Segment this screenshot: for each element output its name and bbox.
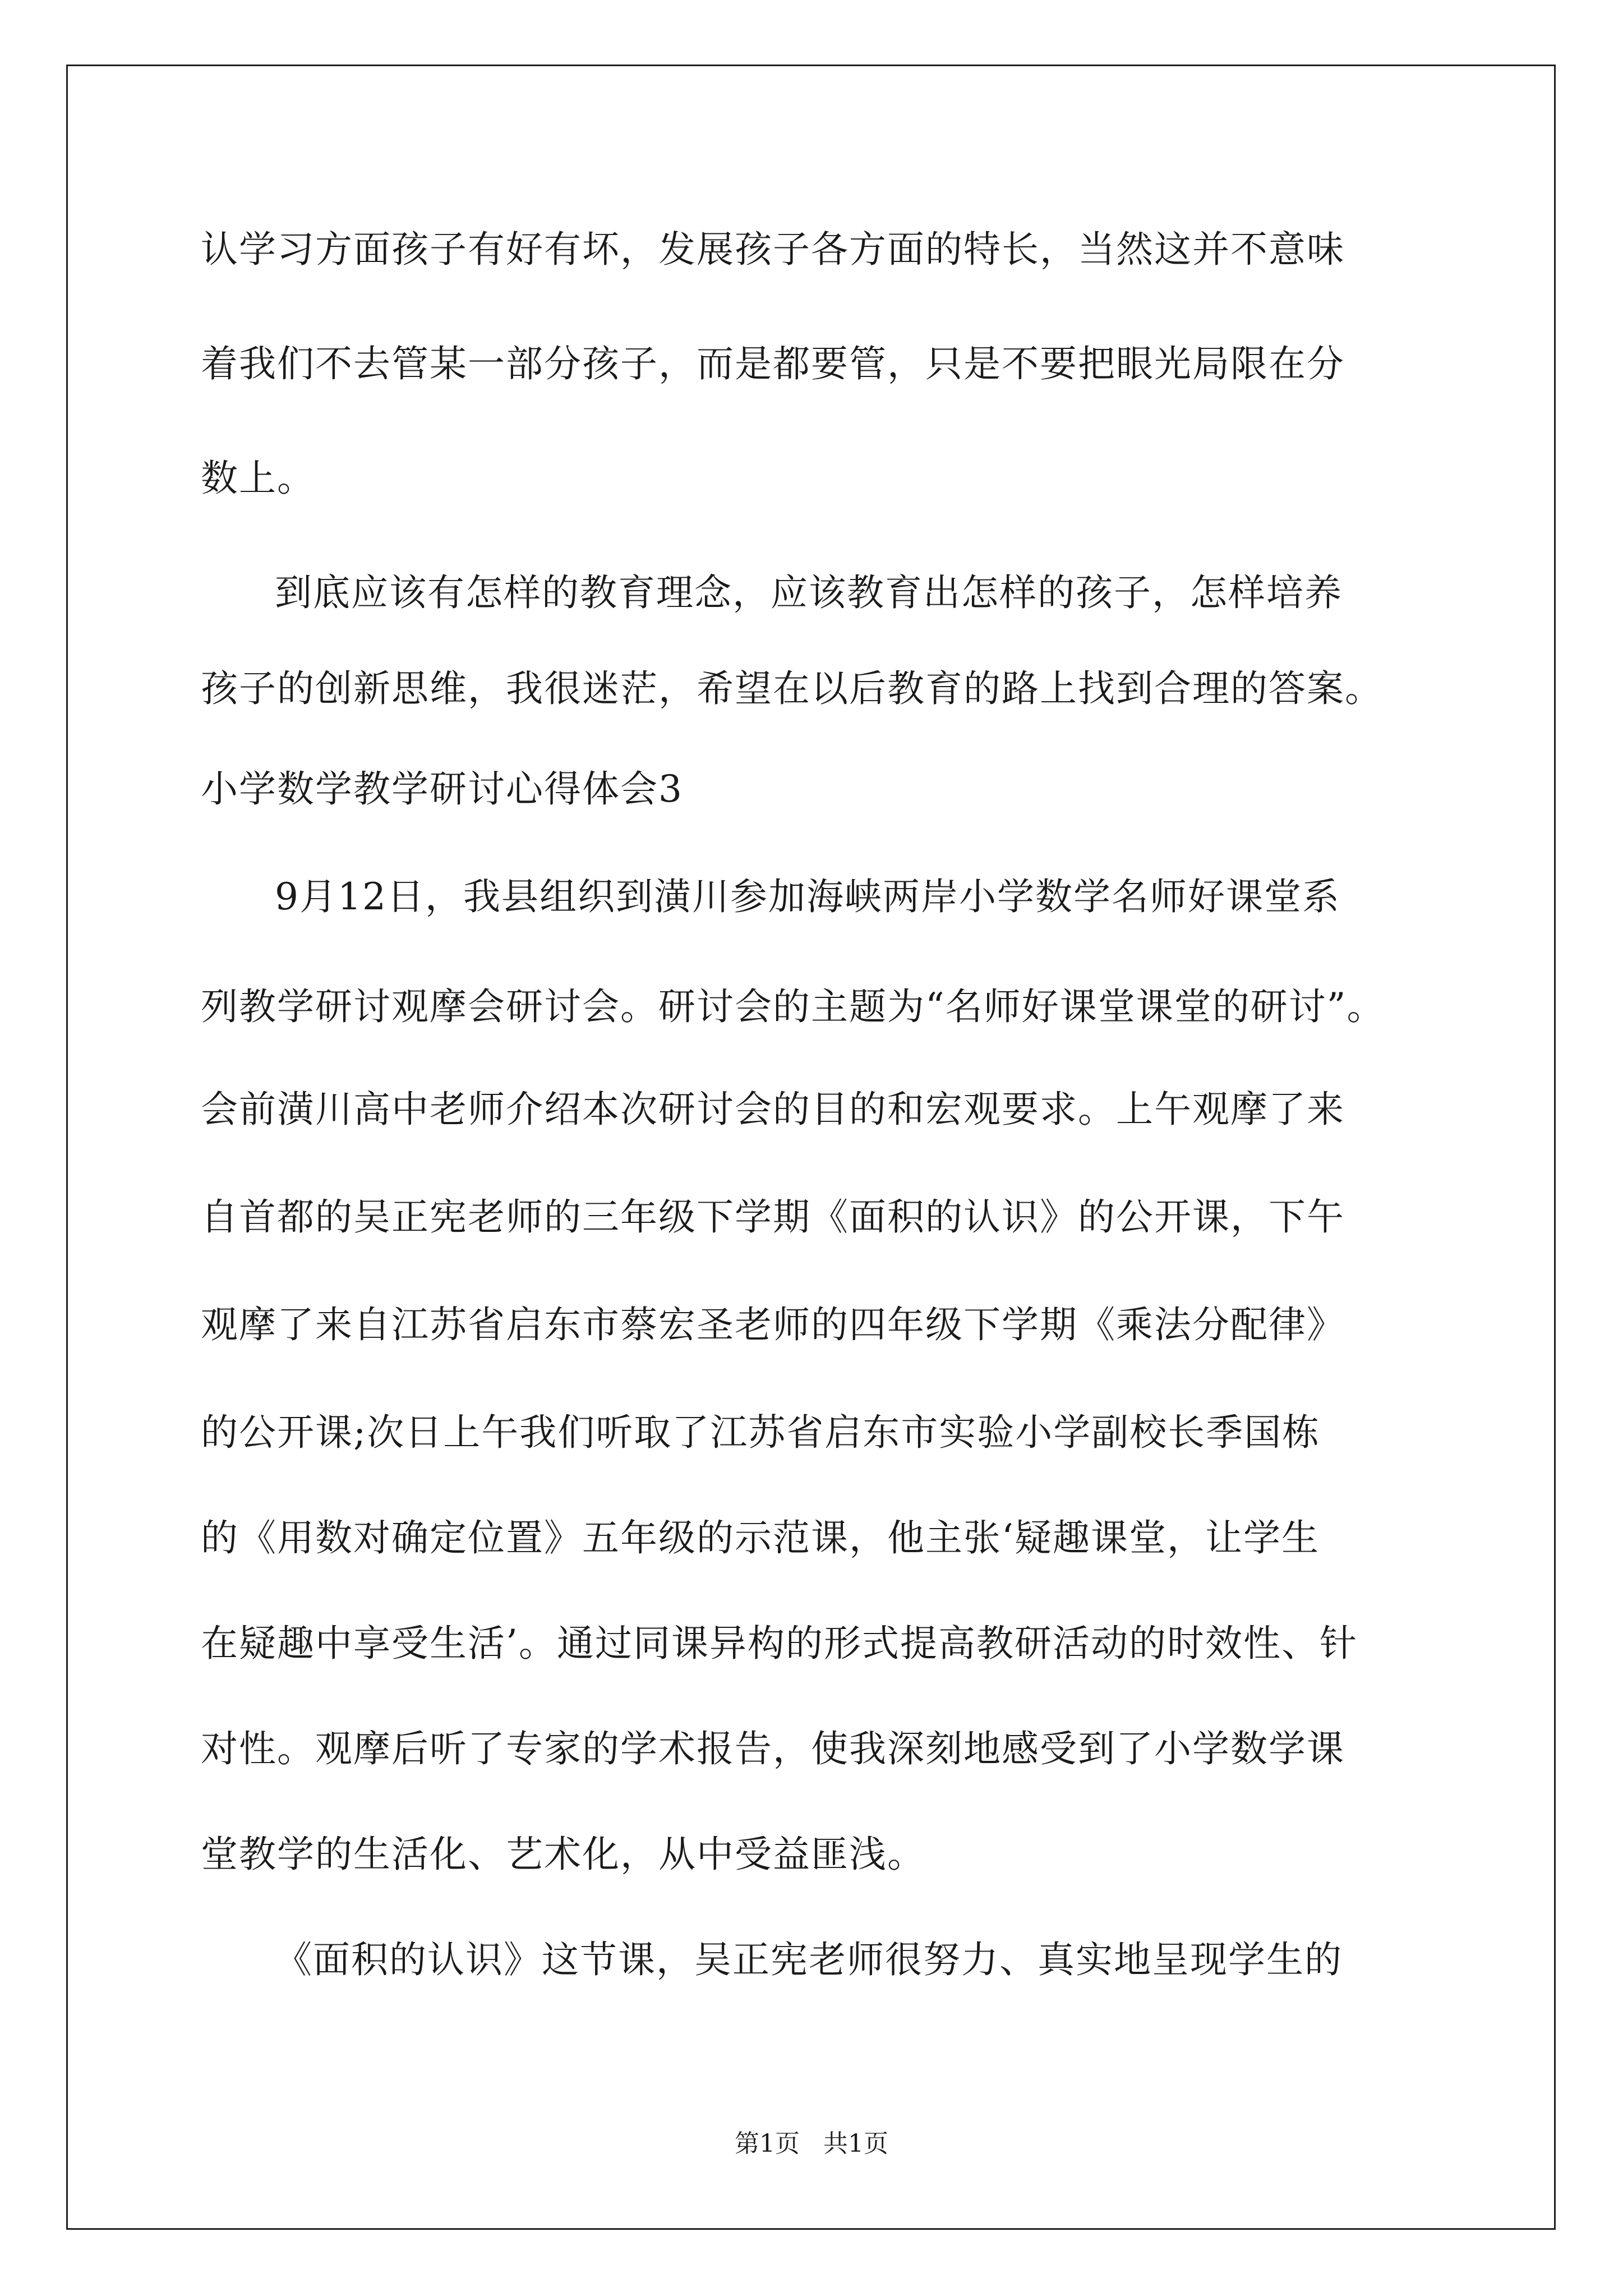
- body-line-4: 到底应该有怎样的教育理念，应该教育出怎样的孩子，怎样培养: [275, 571, 1343, 614]
- page-footer: 第1页 共1页: [735, 2129, 888, 2158]
- body-line-12: 的公开课;次日上午我们听取了江苏省启东市实验小学副校长季国栋: [201, 1411, 1321, 1454]
- body-line-10: 自首都的吴正宪老师的三年级下学期《面积的认识》的公开课，下午: [201, 1195, 1345, 1239]
- body-line-13: 的《用数对确定位置》五年级的示范课，他主张‘疑趣课堂，让学生: [201, 1516, 1320, 1559]
- page-border: [66, 65, 1556, 2230]
- body-line-5: 孩子的创新思维，我很迷茫，希望在以后教育的路上找到合理的答案。: [201, 667, 1383, 710]
- body-line-2: 着我们不去管某一部分孩子，而是都要管，只是不要把眼光局限在分: [201, 342, 1345, 385]
- body-line-14: 在疑趣中享受生活’。通过同课异构的形式提高教研活动的时效性、针: [201, 1622, 1358, 1665]
- body-line-11: 观摩了来自江苏省启东市蔡宏圣老师的四年级下学期《乘法分配律》: [201, 1303, 1345, 1346]
- body-line-8: 列教学研讨观摩会研讨会。研讨会的主题为“名师好课堂课堂的研讨”。: [201, 985, 1385, 1028]
- body-line-1: 认学习方面孩子有好有坏，发展孩子各方面的特长，当然这并不意味: [201, 228, 1345, 271]
- body-line-9: 会前潢川高中老师介绍本次研讨会的目的和宏观要求。上午观摩了来: [201, 1088, 1345, 1131]
- body-line-3: 数上。: [201, 457, 315, 500]
- body-line-7: 9月12日，我县组织到潢川参加海峡两岸小学数学名师好课堂系: [275, 875, 1340, 918]
- body-line-17: 《面积的认识》这节课，吴正宪老师很努力、真实地呈现学生的: [275, 1938, 1343, 1981]
- section-heading: 小学数学教学研讨心得体会3: [201, 767, 683, 811]
- body-line-16: 堂教学的生活化、艺术化，从中受益匪浅。: [201, 1833, 925, 1876]
- body-line-15: 对性。观摩后听了专家的学术报告，使我深刻地感受到了小学数学课: [201, 1727, 1345, 1770]
